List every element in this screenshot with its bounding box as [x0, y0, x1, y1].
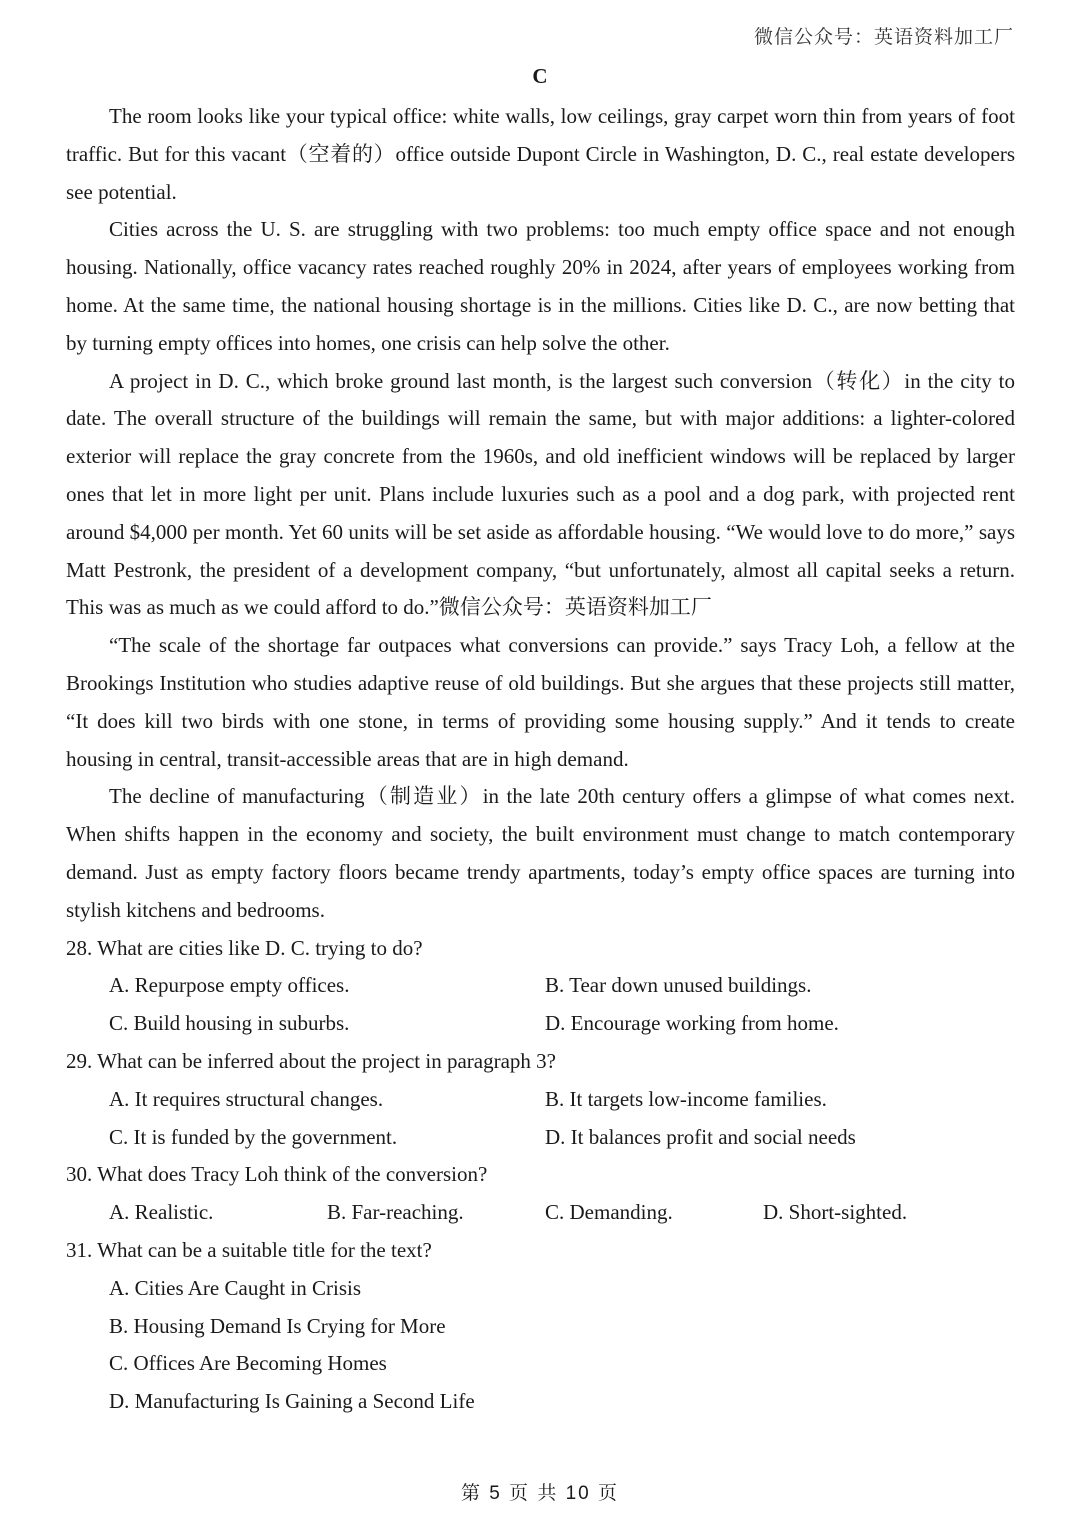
paragraph: Cities across the U. S. are struggling with two problems: too much empty office space and not enough housing. Nationally, office vacancy rates reached roughly 20% in 2024, after years of employees working from home. At the same time, the national housing shortage is in the millions. Cities like D. C., are now betting that by turning empty offices into homes, one crisis can help solve the other.	[66, 217, 1015, 355]
option-c: C. It is funded by the government.	[109, 1124, 398, 1149]
option-a: A. Realistic.	[109, 1200, 214, 1225]
option-b: B. Housing Demand Is Crying for More	[109, 1313, 446, 1338]
option-c: C. Offices Are Becoming Homes	[109, 1351, 387, 1376]
option-d: D. It balances profit and social needs	[545, 1124, 856, 1149]
question-31	[66, 1232, 1015, 1421]
option-b: B. It targets low-income families.	[545, 1086, 827, 1111]
option-b: B. Far-reaching.	[327, 1200, 464, 1225]
section-heading: C	[532, 64, 548, 88]
option-b: B. Tear down unused buildings.	[545, 973, 812, 998]
question-stem: 28. What are cities like D. C. trying to do?	[66, 935, 423, 960]
option-a: A. It requires structural changes.	[109, 1086, 384, 1111]
option-c: C. Build housing in suburbs.	[109, 1011, 350, 1036]
watermark-header: 微信公众号：英语资料加工厂	[753, 26, 1014, 48]
question-28	[66, 930, 1015, 1043]
option-a: A. Repurpose empty offices.	[109, 973, 350, 998]
paragraph: The decline of manufacturing（制造业）in the late 20th century offers a glimpse of what comes next. When shifts happen in the economy and society, the built environment must change to match contemporary demand. Just as empty factory floors became trendy apartments, today’s empty office spaces are turning into stylish kitchens and bedrooms.	[66, 784, 1015, 922]
question-29	[66, 1043, 1015, 1156]
option-d: D. Manufacturing Is Gaining a Second Life	[109, 1389, 475, 1414]
question-stem: 31. What can be a suitable title for the text?	[66, 1237, 432, 1262]
paragraph: “The scale of the shortage far outpaces what conversions can provide.” says Tracy Loh, a fellow at the Brookings Institution who studies adaptive reuse of old buildings. But she argues that these projects still matter, “It does kill two birds with one stone, in terms of providing some housing supply.” And it tends to create housing in central, transit-accessible areas that are in high demand.	[66, 633, 1015, 771]
question-stem: 30. What does Tracy Loh think of the conversion?	[66, 1162, 488, 1187]
paragraph: The room looks like your typical office: white walls, low ceilings, gray carpet worn thin from years of foot traffic. But for this vacant（空着的）office outside Dupont Circle in Washington, D. C., real estate developers see potential.	[66, 104, 1015, 204]
passage	[66, 98, 1015, 1421]
option-c: C. Demanding.	[545, 1200, 673, 1225]
option-d: D. Encourage working from home.	[545, 1011, 839, 1036]
page-number: 第 5 页 共 10 页	[460, 1483, 620, 1504]
paragraph: A project in D. C., which broke ground last month, is the largest such conversion（转化）in the city to date. The overall structure of the buildings will remain the same, but with major additions: a lighter-colored exterior will replace the gray concrete from the 1960s, and old inefficient windows will be replaced by larger ones that let in more light per unit. Plans include luxuries such as a pool and a dog park, with projected rent around $4,000 per month. Yet 60 units will be set aside as affordable housing. “We would love to do more,” says Matt Pestronk, the president of a development company, “but unfortunately, almost all capital seeks a return. This was as much as we could afford to do.”微信公众号：英语资料加工厂	[66, 368, 1015, 620]
question-30	[66, 1156, 1015, 1232]
option-a: A. Cities Are Caught in Crisis	[109, 1275, 361, 1300]
option-d: D. Short-sighted.	[763, 1200, 908, 1225]
question-stem: 29. What can be inferred about the project in paragraph 3?	[66, 1048, 556, 1073]
